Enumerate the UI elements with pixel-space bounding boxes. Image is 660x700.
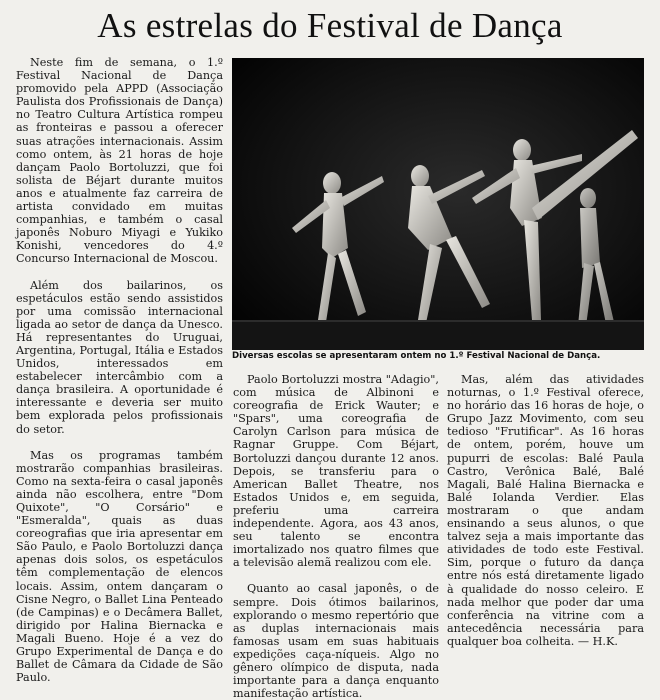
paragraph-text: Mas, além das atividades noturnas, o 1.º Festival oferece, no horário das 16 horas de hoje, o Grupo Jazz Movimento, com seu tedioso "Frutificar". As 16 horas de ontem, porém, houve um pupurri de escolas: Balé Paula Castro, Verônica Balé, Balé Magali, Balé Halina Biernacka e Balé Iolanda Verdier. Elas mostraram o que andam ensinando a seus alunos, o que talvez seja a mais importante das atividades de todo este Festival. Sim, porque o futuro da dança entre nós está diretamente ligado à qualidade do nosso celeiro. E nada melhor que poder dar uma conferência na vitrine com a antecedência necessária para qualquer boa colheita. — [447, 373, 644, 648]
paragraph: Além dos bailarinos, os espetáculos estão sendo assistidos por uma comissão internacional ligada ao setor de dança da Unesco. Há representantes do Uruguai, Argentina, Portugal, Itália e Estados Unidos, interessados em estabelecer intercâmbio com a dança brasileira. A oportunidade é interessante e deveria ser muito bem explorada pelos profissionais do setor. — [16, 278, 223, 436]
headline: As estrelas do Festival de Dança — [97, 6, 563, 45]
article-column-left — [16, 56, 223, 684]
author-signature: — H.K. — [577, 634, 618, 648]
article-column-middle — [233, 373, 439, 700]
paragraph — [447, 373, 644, 648]
paragraph: Quanto ao casal japonês, o de sempre. Dois ótimos bailarinos, explorando o mesmo repertório que as duplas internacionais mais famosas usam em suas habituais expedições caça-níqueis. Algo no gênero olímpico de disputa, nada importante para a dança enquanto manifestação artística. — [233, 582, 439, 700]
paragraph: Neste fim de semana, o 1.º Festival Nacional de Dança promovido pela APPD (Associação Paulista dos Profissionais de Dança) no Teatro Cultura Artística rompeu as fronteiras e passou a oferecer suas atrações internacionais. Assim como ontem, às 21 horas de hoje dançam Paolo Bortoluzzi, que foi solista de Béjart durante muitos anos e atualmente faz carreira de artista convidado em muitas companhias, e também o casal japonês Noburo Miyagi e Yukiko Konishi, vencedores do 4.º Concurso Internacional de Moscou. — [16, 56, 223, 266]
dancers-illustration — [232, 58, 644, 350]
dance-photo — [232, 58, 644, 350]
article-column-right — [447, 373, 644, 648]
paragraph: Mas os programas também mostrarão companhias brasileiras. Como na sexta-feira o casal japonês ainda não escolhera, entre "Dom Quixote", "O Corsário" e "Esmeralda", quais as duas coreografias que iria apresentar em São Paulo, e Paolo Bortoluzzi dança apenas dois solos, os espetáculos têm complementação de elencos locais. Assim, ontem dançaram o Cisne Negro, o Ballet Lina Penteado (de Campinas) e o Decâmera Ballet, dirigido por Halina Biernacka e Magali Bueno. Hoje é a vez do Grupo Experimental de Dança e do Ballet de Câmara da Cidade de São Paulo. — [16, 448, 223, 685]
paragraph: Paolo Bortoluzzi mostra "Adagio", com música de Albinoni e coreografia de Erick Wauter; e "Spars", uma coreografia de Carolyn Carlson para música de Ragnar Gruppe. Com Béjart, Bortoluzzi dançou durante 12 anos. Depois, se transferiu para o American Ballet Theatre, nos Estados Unidos e, em seguida, preferiu uma carreira independente. Agora, aos 43 anos, seu talento se encontra imortalizado nos quatro filmes que a televisão alemã realizou com ele. — [233, 373, 439, 570]
photo-caption: Diversas escolas se apresentaram ontem no 1.º Festival Nacional de Dança. — [232, 351, 601, 361]
